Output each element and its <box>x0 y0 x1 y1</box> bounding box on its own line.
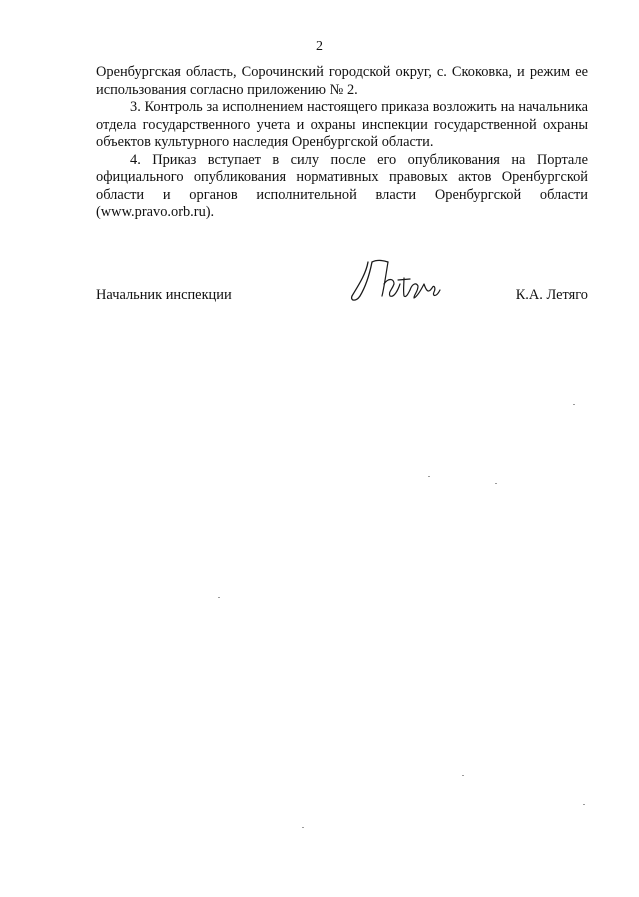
scan-speck <box>583 804 585 805</box>
signature-block <box>96 270 588 310</box>
scan-speck <box>462 775 464 776</box>
paragraph-item-3: 3. Контроль за исполнением настоящего приказа возложить на начальника отдела государственного учета и охраны инспекции государственной охраны объектов культурного наследия Оренбургской области. <box>96 99 588 150</box>
paragraph-continuation: Оренбургская область, Сорочинский городской округ, с. Скоковка, и режим ее использования согласно приложению № 2. <box>96 64 588 98</box>
handwritten-signature <box>348 254 448 314</box>
scan-speck <box>428 476 430 477</box>
signatory-name: К.А. Летяго <box>515 287 588 303</box>
page-number: 2 <box>316 39 323 54</box>
signatory-position: Начальник инспекции <box>96 287 232 303</box>
scan-speck <box>218 597 220 598</box>
scan-speck <box>495 483 497 484</box>
scan-speck <box>302 827 304 828</box>
scan-speck <box>573 404 575 405</box>
body-text <box>96 64 588 222</box>
paragraph-item-4: 4. Приказ вступает в силу после его опубликования на Портале официального опубликования нормативных правовых актов Оренбургской области и органов исполнительной власти Оренбургской области (www.pravo.orb.ru). <box>96 151 588 220</box>
